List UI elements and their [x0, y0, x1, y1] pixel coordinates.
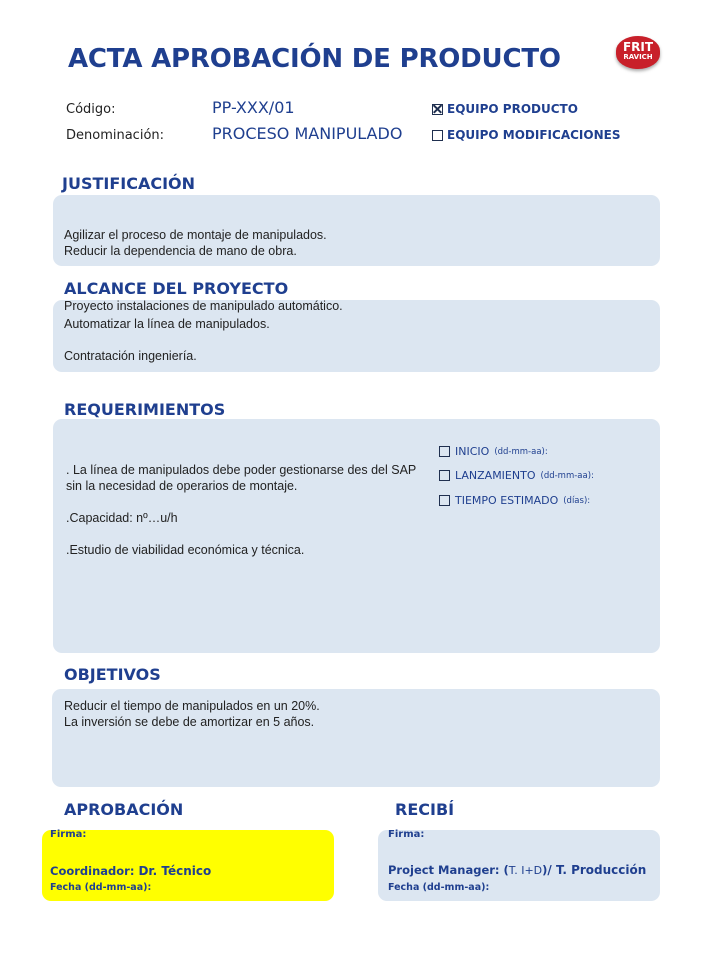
codigo-value: PP-XXX/01 — [212, 98, 295, 117]
checked-checkbox-icon[interactable] — [432, 104, 443, 115]
recibi-fecha: Fecha (dd-mm-aa): — [388, 882, 490, 893]
schedule-inicio[interactable] — [439, 445, 548, 458]
checkbox-icon[interactable] — [432, 130, 443, 141]
justificacion-text: Agilizar el proceso de montaje de manipulados. Reducir la dependencia de mano de obra. — [64, 228, 327, 258]
requerimientos-heading: REQUERIMIENTOS — [64, 400, 226, 419]
logo-line2: RAVICH — [623, 53, 653, 61]
frit-ravich-logo — [616, 36, 660, 69]
aprobacion-firma: Firma: — [50, 829, 87, 840]
team-label: EQUIPO PRODUCTO — [447, 102, 578, 116]
alcance-text: Automatizar la línea de manipulados. Contratación ingeniería. — [64, 317, 270, 363]
role-name: Dr. Técnico — [138, 864, 212, 878]
denominacion-label: Denominación: — [66, 128, 165, 143]
aprobacion-heading: APROBACIÓN — [64, 800, 184, 819]
schedule-lanzamiento[interactable] — [439, 469, 594, 482]
checkbox-icon[interactable] — [439, 495, 450, 506]
aprobacion-role — [50, 864, 211, 878]
justificacion-heading: JUSTIFICACIÓN — [62, 174, 196, 193]
role-label: Coordinador: — [50, 864, 135, 878]
aprobacion-fecha: Fecha (dd-mm-aa): — [50, 882, 152, 893]
checkbox-icon[interactable] — [439, 470, 450, 481]
team-option-producto[interactable] — [432, 102, 578, 116]
objetivos-text: Reducir el tiempo de manipulados en un 20%. La inversión se debe de amortizar en 5 años. — [64, 699, 320, 729]
page-title: ACTA APROBACIÓN DE PRODUCTO — [68, 44, 561, 74]
role-label: Project Manager: — [388, 863, 500, 877]
checkbox-icon[interactable] — [439, 446, 450, 457]
recibi-firma: Firma: — [388, 829, 425, 840]
alcance-line1: Proyecto instalaciones de manipulado automático. — [64, 299, 343, 313]
role-close-paren: ) — [542, 863, 548, 877]
schedule-hint: (dd-mm-aa): — [540, 470, 594, 481]
codigo-label: Código: — [66, 102, 116, 117]
schedule-tiempo-estimado[interactable] — [439, 494, 590, 507]
schedule-label: TIEMPO ESTIMADO — [455, 494, 559, 507]
requerimientos-text: . La línea de manipulados debe poder gestionarse des del SAP sin la necesidad de operarios de montaje. .Capacidad: nº…u/h .Estudio de viabilidad económica y técnica. — [66, 463, 417, 557]
team-label: EQUIPO MODIFICACIONES — [447, 128, 621, 142]
recibi-heading: RECIBÍ — [395, 800, 455, 819]
role-paren: T. I+D — [508, 864, 543, 877]
recibi-role — [388, 863, 646, 877]
role-open-paren: ( — [503, 863, 509, 877]
role-rest: / T. Producción — [547, 863, 647, 877]
schedule-label: LANZAMIENTO — [455, 469, 536, 482]
schedule-label: INICIO — [455, 445, 490, 458]
objetivos-heading: OBJETIVOS — [64, 665, 161, 684]
schedule-hint: (días): — [563, 495, 591, 506]
schedule-hint: (dd-mm-aa): — [494, 446, 548, 457]
alcance-heading: ALCANCE DEL PROYECTO — [64, 279, 289, 298]
team-option-modificaciones[interactable] — [432, 128, 620, 142]
logo-line1: FRIT — [622, 40, 654, 54]
denominacion-value: PROCESO MANIPULADO — [212, 124, 403, 143]
